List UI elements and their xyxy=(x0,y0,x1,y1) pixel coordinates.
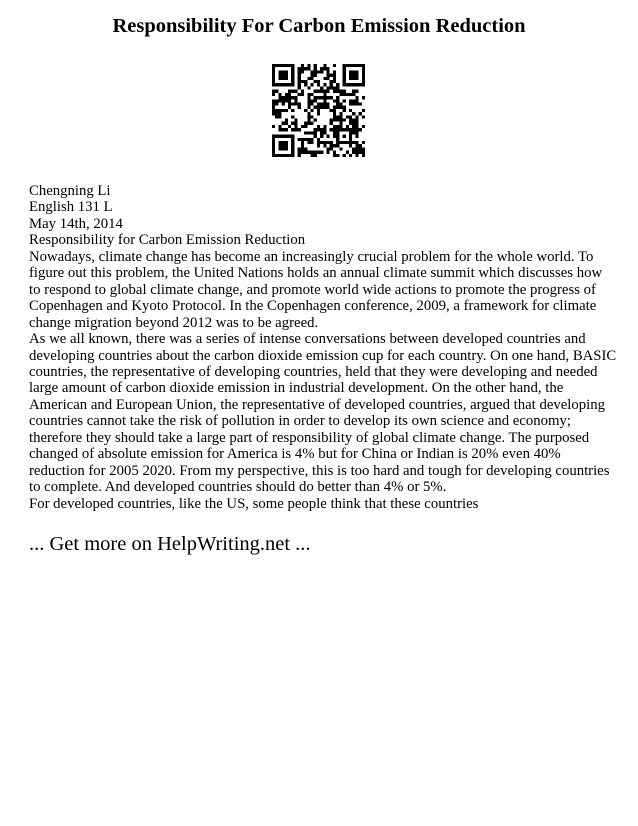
paragraph: As we all known, there was a series of intense conversations between developed countries and developing countries about the carbon dioxide emission cup for each country. On one hand, BASIC countries, the representative of developing countries, held that they were developing and needed large amount of carbon dioxide emission in industrial development. On the other hand, the American and European Union, the representative of developed countries, argued that developing countries cannot take the risk of pollution in order to develop its own science and economy; therefore they should take a large part of responsibility of global climate change. The purposed changed of absolute emission for America is 4% but for China or Indian is 20% even 40% reduction for 2005 2020. From my perspective, this is too hard and tough for developing countries to complete. And developed countries should do better than 4% or 5%. xyxy=(29,331,617,496)
course-line: English 131 L xyxy=(29,199,113,216)
document-title: Responsibility For Carbon Emission Reduction xyxy=(112,15,526,37)
paragraph: For developed countries, like the US, some people think that these countries xyxy=(29,495,479,512)
essay-title-line: Responsibility for Carbon Emission Reduction xyxy=(29,232,306,249)
document-body xyxy=(29,183,617,512)
qr-code-icon xyxy=(272,64,365,157)
paragraph: Nowadays, climate change has become an increasingly crucial problem for the whole world. To figure out this problem, the United Nations holds an annual climate summit which discusses how to respond to global climate change, and promote world wide actions to promote the progress of Copenhagen and Kyoto Protocol. In the Copenhagen conference, 2009, a framework for climate change migration beyond 2012 was to be agreed. xyxy=(29,248,603,331)
get-more-link[interactable]: ... Get more on HelpWriting.net ... xyxy=(29,533,311,555)
date-line: May 14th, 2014 xyxy=(29,215,123,232)
author-line: Chengning Li xyxy=(29,183,111,199)
